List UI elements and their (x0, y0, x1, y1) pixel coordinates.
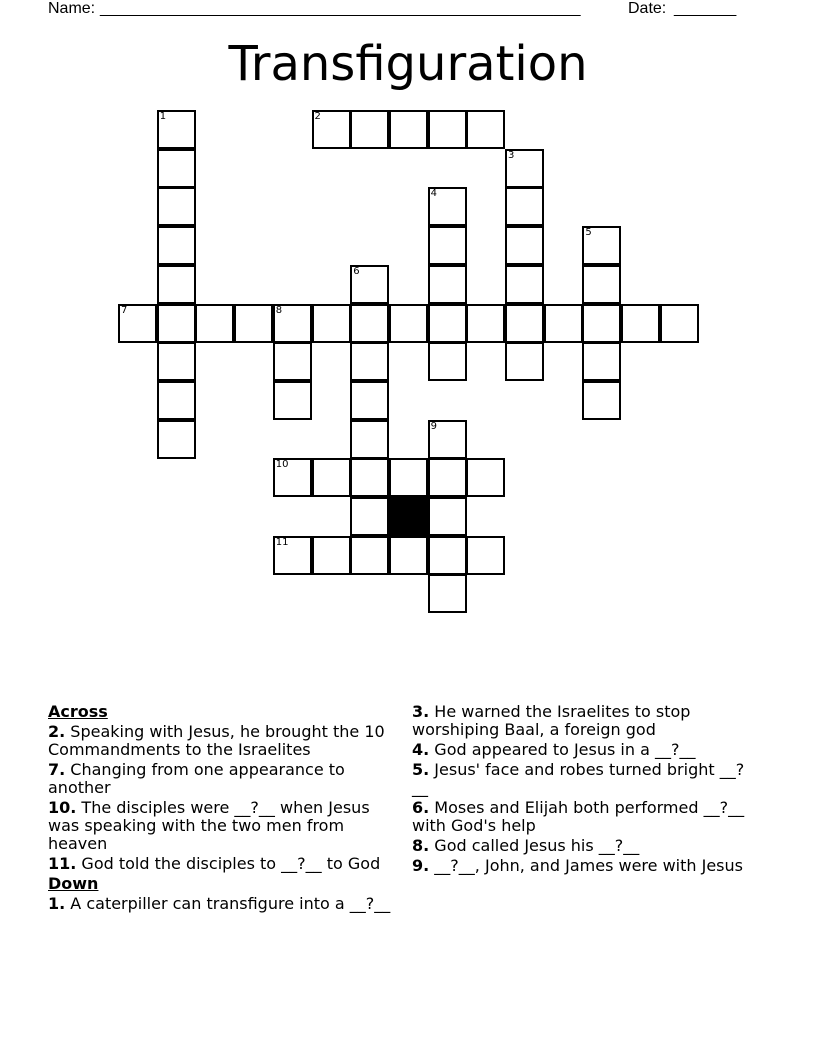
clue-item (412, 857, 757, 875)
clue-item (412, 761, 757, 797)
clue-item-text: God appeared to Jesus in a __?__ (429, 740, 696, 759)
crossword-cell[interactable] (505, 304, 544, 343)
crossword-cell[interactable] (312, 458, 351, 497)
crossword-cell[interactable] (157, 149, 196, 188)
down-heading: Down (48, 874, 99, 893)
across-clue-list (48, 723, 393, 873)
crossword-cell[interactable] (428, 536, 467, 575)
crossword-cell[interactable] (350, 536, 389, 575)
crossword-cell[interactable] (350, 342, 389, 381)
clue-number: 11 (275, 536, 289, 548)
clue-item (412, 837, 757, 855)
crossword-cell[interactable] (234, 304, 273, 343)
clue-item (412, 703, 757, 739)
crossword-cell[interactable] (505, 226, 544, 265)
clue-item-text: A caterpiller can transfigure into a __?__ (65, 894, 391, 913)
clue-item-number: 2. (48, 722, 66, 741)
crossword-cell[interactable] (466, 536, 505, 575)
clue-item-text: He warned the Israelites to stop worshiping Baal, a foreign god (412, 702, 691, 739)
crossword-cell[interactable] (389, 110, 428, 149)
crossword-cell[interactable] (582, 381, 621, 420)
crossword-cell[interactable] (621, 304, 660, 343)
date-label: Date: (628, 0, 667, 17)
crossword-cell[interactable] (350, 381, 389, 420)
clue-item-text: Speaking with Jesus, he brought the 10 Commandments to the Israelites (48, 722, 385, 759)
crossword-cell[interactable] (389, 536, 428, 575)
crossword-cell[interactable] (157, 342, 196, 381)
crossword-cell[interactable] (157, 110, 196, 149)
crossword-cell[interactable] (505, 187, 544, 226)
crossword-cell[interactable] (582, 226, 621, 265)
crossword-cell[interactable] (466, 458, 505, 497)
clue-item-number: 7. (48, 760, 66, 779)
crossword-cell[interactable] (505, 342, 544, 381)
clue-number: 3 (508, 149, 515, 161)
crossword-cell[interactable] (312, 304, 351, 343)
crossword-cell[interactable] (428, 497, 467, 536)
black-square (389, 497, 428, 536)
clue-item (48, 855, 393, 873)
across-heading: Across (48, 702, 108, 721)
clue-item-number: 6. (412, 798, 430, 817)
crossword-cell[interactable] (195, 304, 234, 343)
crossword-cell[interactable] (157, 420, 196, 459)
crossword-cell[interactable] (350, 304, 389, 343)
crossword-cell[interactable] (157, 304, 196, 343)
page-title: Transfiguration (228, 36, 588, 92)
clue-number: 9 (430, 420, 437, 432)
clue-item (412, 799, 757, 835)
crossword-cell[interactable] (428, 110, 467, 149)
clue-number: 4 (430, 188, 437, 200)
crossword-cell[interactable] (157, 226, 196, 265)
clue-item-number: 5. (412, 760, 430, 779)
crossword-cell[interactable] (273, 381, 312, 420)
crossword-cell[interactable] (428, 304, 467, 343)
name-label: Name: (48, 0, 96, 17)
clues-left-column (48, 703, 393, 915)
clue-item (48, 895, 393, 913)
crossword-cell[interactable] (505, 149, 544, 188)
clue-number: 5 (585, 227, 592, 239)
clue-item-number: 9. (412, 856, 430, 875)
crossword-cell[interactable] (582, 265, 621, 304)
crossword-cell[interactable] (157, 187, 196, 226)
crossword-cell[interactable] (428, 420, 467, 459)
crossword-cell[interactable] (312, 536, 351, 575)
crossword-cell[interactable] (466, 304, 505, 343)
crossword-cell[interactable] (350, 265, 389, 304)
clue-item-number: 3. (412, 702, 430, 721)
clue-item-text: Jesus' face and robes turned bright __?__ (412, 760, 745, 797)
crossword-cell[interactable] (157, 381, 196, 420)
crossword-cell[interactable] (505, 265, 544, 304)
crossword-cell[interactable] (389, 458, 428, 497)
clue-item-number: 11. (48, 854, 77, 873)
crossword-cell[interactable] (582, 342, 621, 381)
clue-item (48, 761, 393, 797)
clue-item-number: 4. (412, 740, 430, 759)
crossword-cell[interactable] (273, 536, 312, 575)
crossword-cell[interactable] (273, 304, 312, 343)
down-clue-list-start (48, 895, 393, 913)
clue-item-number: 10. (48, 798, 77, 817)
down-clue-list (412, 703, 757, 875)
crossword-cell[interactable] (428, 265, 467, 304)
clue-item (48, 723, 393, 759)
clue-number: 6 (353, 265, 360, 277)
crossword-cell[interactable] (428, 187, 467, 226)
crossword-cell[interactable] (350, 497, 389, 536)
crossword-cell[interactable] (312, 110, 351, 149)
clue-number: 1 (159, 111, 167, 122)
crossword-cell[interactable] (428, 226, 467, 265)
clue-item-text: __?__, John, and James were with Jesus (429, 856, 743, 875)
clue-item-text: God called Jesus his __?__ (429, 836, 640, 855)
crossword-cell[interactable] (118, 304, 157, 343)
crossword-cell[interactable] (582, 304, 621, 343)
crossword-cell[interactable] (428, 574, 467, 613)
crossword-cell[interactable] (428, 458, 467, 497)
clue-item-text: The disciples were __?__ when Jesus was speaking with the two men from heaven (48, 798, 370, 853)
crossword-cell[interactable] (389, 304, 428, 343)
crossword-cell[interactable] (660, 304, 699, 343)
crossword-cell[interactable] (273, 342, 312, 381)
crossword-cell[interactable] (544, 304, 583, 343)
clue-number: 10 (275, 459, 289, 471)
clues-right-column (412, 703, 757, 877)
crossword-cell[interactable] (273, 458, 312, 497)
clue-number: 2 (314, 111, 321, 122)
name-field[interactable]: ______________________________________________________ (100, 0, 581, 17)
clue-item-text: God told the disciples to __?__ to God (76, 854, 381, 873)
clue-item-text: Moses and Elijah both performed __?__ with God's help (412, 798, 745, 835)
crossword-cell[interactable] (350, 458, 389, 497)
clue-item-number: 1. (48, 894, 66, 913)
crossword-cell[interactable] (350, 110, 389, 149)
crossword-cell[interactable] (350, 420, 389, 459)
clue-number: 7 (121, 304, 128, 316)
clue-number: 8 (275, 304, 283, 316)
crossword-cell[interactable] (157, 265, 196, 304)
crossword-cell[interactable] (466, 110, 505, 149)
clue-item-text: Changing from one appearance to another (48, 760, 345, 797)
clue-item (412, 741, 757, 759)
date-field[interactable]: _______ (674, 0, 737, 17)
crossword-cell[interactable] (428, 342, 467, 381)
clue-item-number: 8. (412, 836, 430, 855)
clue-item (48, 799, 393, 853)
